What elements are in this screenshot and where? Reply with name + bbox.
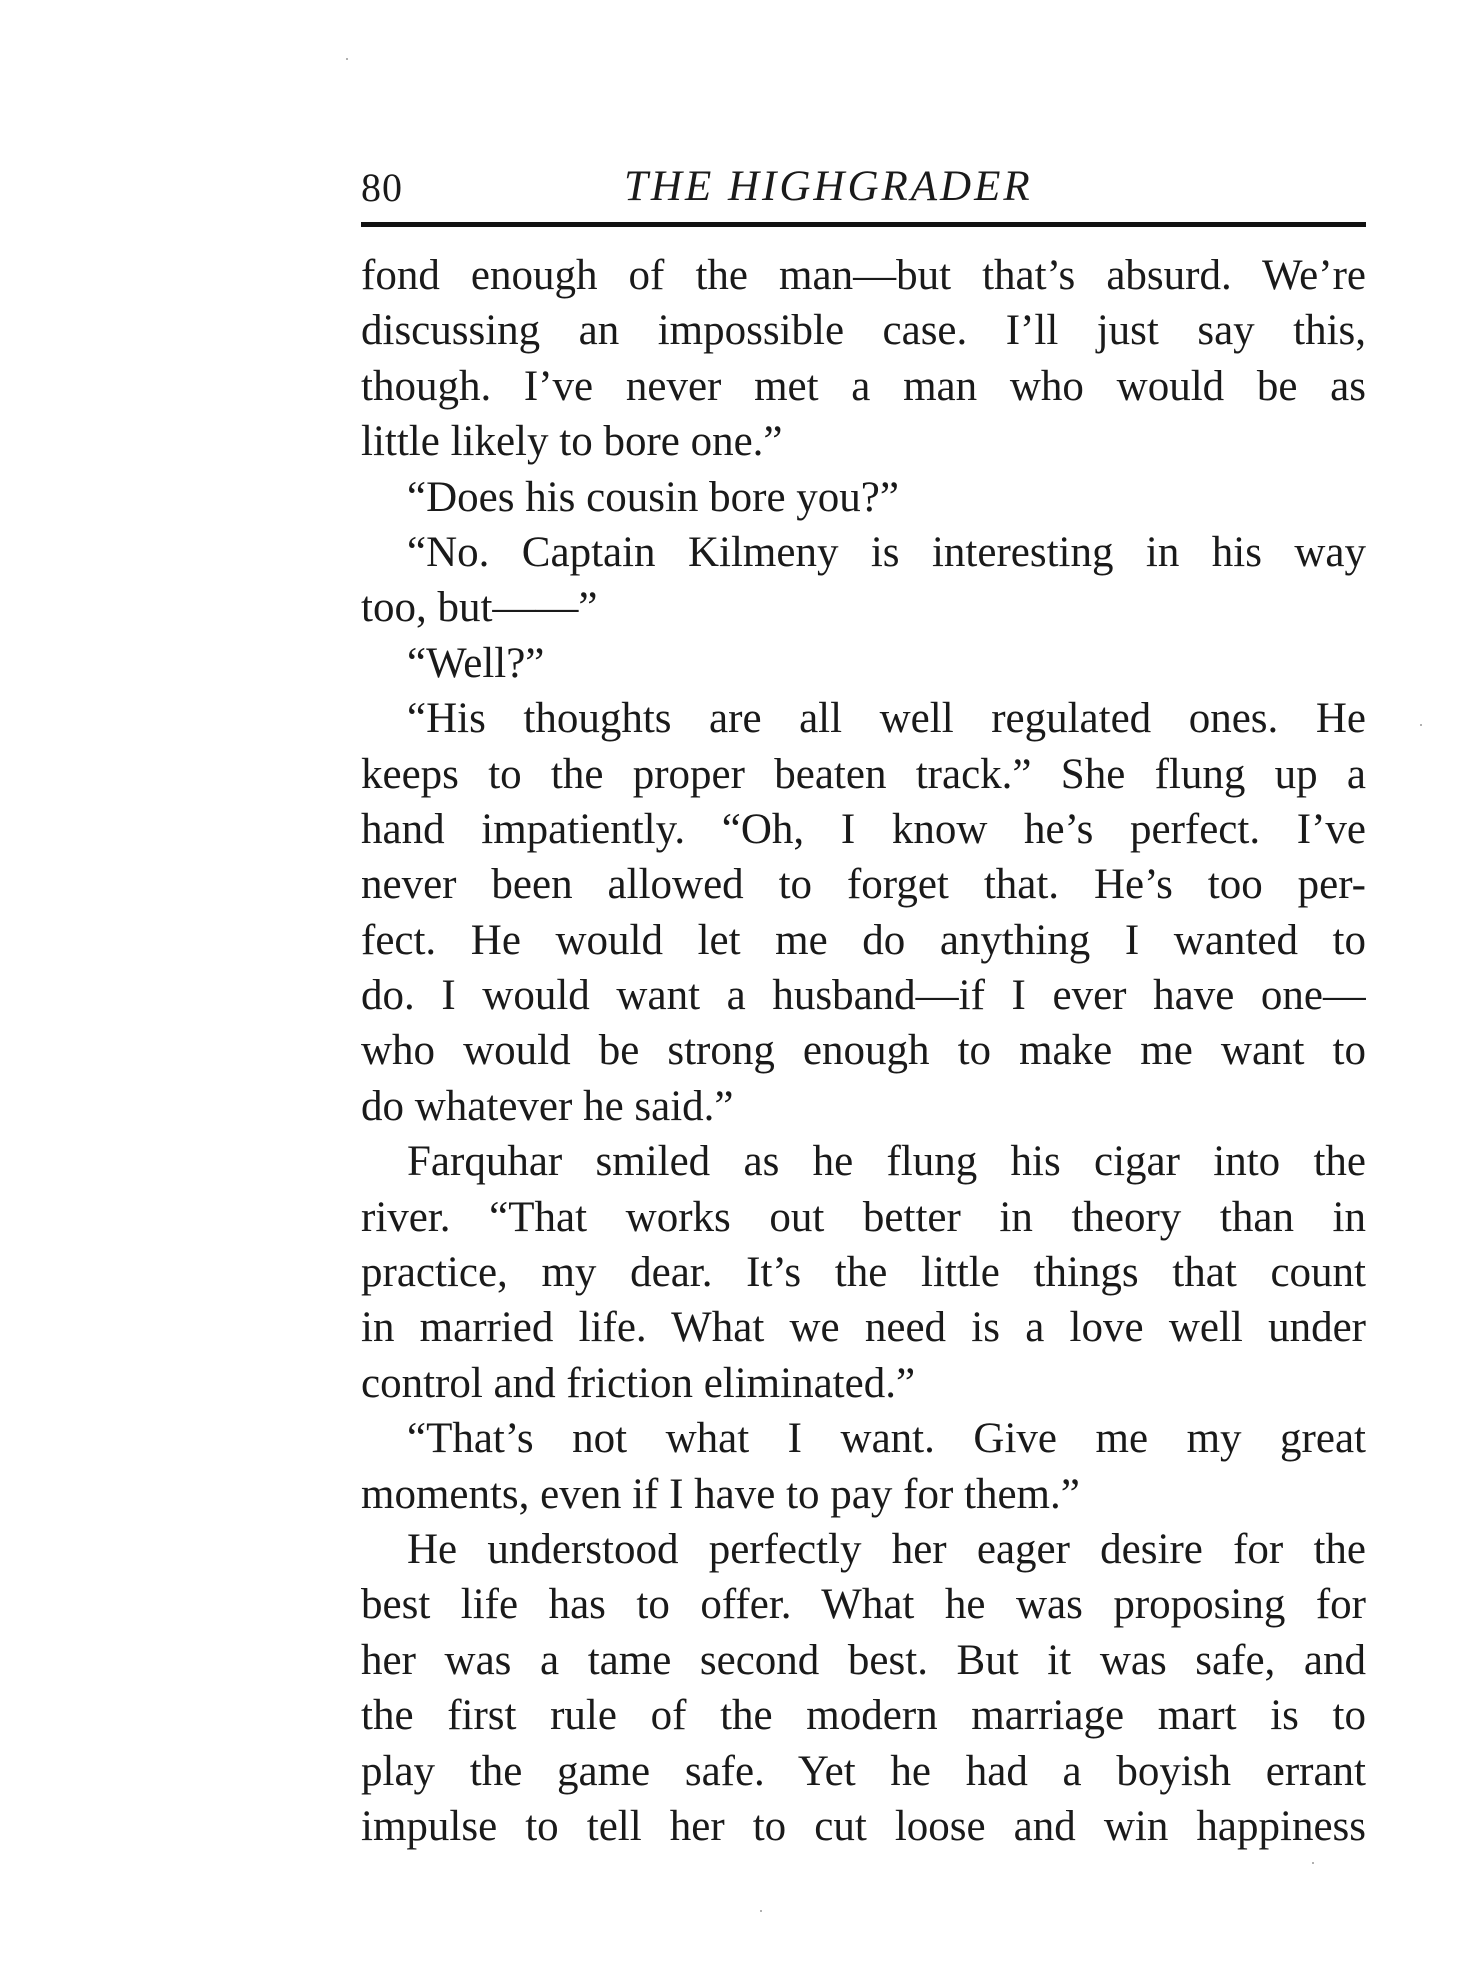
scan-speck bbox=[1312, 1862, 1314, 1864]
text-line: “His thoughts are all well regulated ones. He bbox=[407, 695, 1366, 743]
text-line: He understood perfectly her eager desire for the bbox=[407, 1525, 1366, 1573]
text-line: river. “That works out better in theory than in bbox=[361, 1193, 1366, 1241]
text-line: “Does his cousin bore you?” bbox=[407, 473, 899, 521]
text-line: moments, even if I have to pay for them.” bbox=[361, 1470, 1080, 1518]
text-line: fect. He would let me do anything I wanted to bbox=[361, 916, 1366, 964]
text-line: the first rule of the modern marriage mart is to bbox=[361, 1692, 1366, 1740]
text-line: “No. Captain Kilmeny is interesting in his way bbox=[407, 528, 1366, 576]
text-line: Farquhar smiled as he flung his cigar into the bbox=[407, 1138, 1366, 1186]
text-line: though. I’ve never met a man who would be as bbox=[361, 362, 1366, 410]
text-line: fond enough of the man—but that’s absurd. We’re bbox=[361, 252, 1366, 299]
text-line: practice, my dear. It’s the little things that count bbox=[361, 1249, 1366, 1297]
header-rule bbox=[361, 222, 1366, 227]
running-head bbox=[361, 160, 1366, 220]
body-text bbox=[361, 248, 1366, 1854]
text-line: too, but——” bbox=[361, 584, 598, 632]
text-line: keeps to the proper beaten track.” She flung up a bbox=[361, 750, 1366, 798]
text-line: impulse to tell her to cut loose and win happiness bbox=[361, 1802, 1366, 1850]
text-line: her was a tame second best. But it was safe, and bbox=[361, 1636, 1366, 1684]
running-title: THE HIGHGRADER bbox=[624, 163, 1033, 210]
text-line: “That’s not what I want. Give me my great bbox=[407, 1415, 1366, 1463]
scan-speck bbox=[346, 58, 348, 60]
text-line: “Well?” bbox=[407, 639, 545, 687]
text-line: control and friction eliminated.” bbox=[361, 1359, 916, 1407]
text-line: play the game safe. Yet he had a boyish errant bbox=[361, 1747, 1366, 1795]
text-line: do. I would want a husband—if I ever have one— bbox=[361, 972, 1366, 1020]
text-line: in married life. What we need is a love well under bbox=[361, 1304, 1366, 1352]
text-line: best life has to offer. What he was proposing for bbox=[361, 1581, 1366, 1629]
text-line: little likely to bore one.” bbox=[361, 418, 783, 466]
page-number: 80 bbox=[361, 165, 403, 210]
text-line: never been allowed to forget that. He’s too per- bbox=[361, 861, 1366, 909]
text-line: do whatever he said.” bbox=[361, 1082, 734, 1130]
scan-speck bbox=[760, 1910, 762, 1912]
scan-speck bbox=[1420, 724, 1422, 726]
text-line: hand impatiently. “Oh, I know he’s perfect. I’ve bbox=[361, 805, 1366, 853]
text-line: who would be strong enough to make me want to bbox=[361, 1027, 1366, 1075]
text-line: discussing an impossible case. I’ll just say this, bbox=[361, 307, 1366, 355]
